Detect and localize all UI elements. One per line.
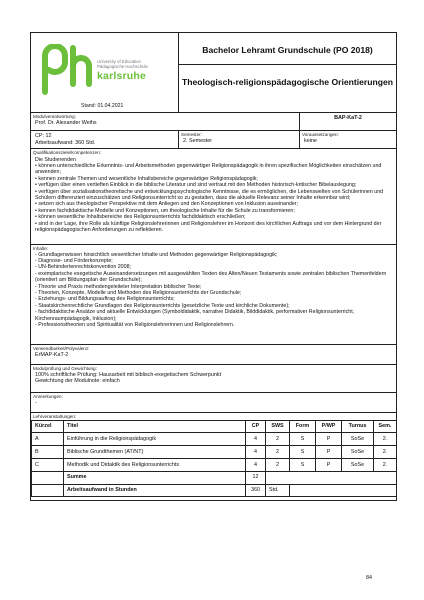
list-item: - exemplarische exegetische Auseinandersetzungen mit ausgewählten Texten des Alten/Neuen Testaments sowie zentralen biblischen Themenfeldern (orientiert am Bildungsplan der Grundschule); (35, 270, 387, 284)
verwendbarkeit-value: ErMAP-KaT-2 (35, 351, 69, 358)
voraussetzungen-value: keine (304, 137, 317, 144)
semester-cell (179, 131, 300, 149)
ph-logo-icon (41, 44, 99, 96)
col-header-turnus: Turnus (342, 420, 374, 433)
logo-cell (31, 33, 179, 113)
cell-cp: 4 (246, 433, 266, 446)
university-name-de: Pädagogische Hochschule (97, 64, 148, 69)
col-header-form: Form (290, 420, 316, 433)
anmerkungen-cell (31, 393, 397, 413)
cell-turnus: SoSe (342, 433, 374, 446)
cell-turnus: SoSe (342, 458, 374, 471)
list-item: • kennen zentrale Themen und wesentliche Inhaltsbereiche gegenwärtiger Religionspädagogik; (35, 175, 258, 182)
modulpruefung-label: Modulprüfung und Gewichtung: (33, 366, 97, 371)
cp-workload: Arbeitsaufwand: 360 Std. (35, 139, 96, 146)
courses-header-row (32, 420, 397, 433)
col-header-sem: Sem. (374, 420, 397, 433)
list-item: • sind in der Lage, ihre Rolle als künftige Religionslehrerinnen und Religionslehrer im Horizont des kirchlichen Auftrags und vor dem Hintergrund der religionspädagogischen Anforderungen zu reflektieren. (35, 220, 382, 234)
list-item: - Theorie und Praxis methodengeleiteter Interpretation biblischer Texte; (35, 283, 202, 290)
workload-unit: Std. (266, 484, 290, 497)
voraussetzungen-label: Voraussetzungen: (302, 132, 339, 137)
inhalte-cell (31, 245, 397, 345)
col-header-kuerzel: Kürzel (32, 420, 64, 433)
col-header-sws: SWS (266, 420, 290, 433)
modulpruefung-line-1: 100% schriftliche Prüfung: Hausarbeit mit biblisch-exegetischem Schwerpunkt (35, 371, 222, 378)
program-title-cell (179, 33, 397, 65)
cp-value: CP: 12 (35, 133, 52, 139)
cell-cp: 4 (246, 446, 266, 459)
cell-pwp: P (316, 433, 342, 446)
module-page (30, 32, 396, 501)
cell-sem: 2. (374, 446, 397, 459)
cell-pwp: P (316, 458, 342, 471)
inhalte-label: Inhalte: (33, 246, 49, 251)
workload-value: 360 (246, 484, 266, 497)
list-item: - Staatskirchenrechtliche Grundlagen des Religionsunterrichts (gesetzliche Texte und kirchliche Dokumente); (35, 302, 290, 309)
voraussetzungen-cell (300, 131, 397, 149)
col-header-titel: Titel (64, 420, 246, 433)
list-item: - fachdidaktische Ansätze und aktuelle Entwicklungen (Symboldidaktik, narrative Didaktik, Bilddidaktik, performativer Religionsunterricht, Kirchenraumpädagogik, Inklusion); (35, 309, 355, 322)
workload-row (32, 484, 397, 497)
cell-pwp: P (316, 446, 342, 459)
list-item: • verfügen über sozialisationstheoretische und entwicklungspsychologische Kenntnisse, die es ermöglichen, die Lebenswelten von Schülerinnen und Schülern differenziert einzuschätzen und Religionsunterricht so zu gestalten, dass die aktuelle Relevanz seiner Inhalte erkennbar wird; (35, 188, 384, 202)
anmerkungen-value: - (35, 399, 37, 406)
list-item: • können unterschiedliche Erkenntnis- und Arbeitsmethoden gegenwärtiger Religionspädagogik in ihren spezifischen Möglichkeiten einschätzen und anwenden; (35, 163, 382, 176)
cell-titel: Methodik und Didaktik des Religionsunterrichts (64, 458, 246, 471)
module-code-cell (300, 113, 397, 131)
cell-sws: 2 (266, 446, 290, 459)
modulpruefung-line-2: Gewichtung der Modulnote: einfach (35, 378, 120, 385)
qualifikationsziele-intro: Die Studierenden (35, 156, 76, 163)
lehrveranstaltungen-label: Lehrveranstaltungen: (33, 414, 77, 419)
table-row (32, 446, 397, 459)
list-item: • können wesentliche Inhaltsbereiche des Religionsunterrichts fachdidaktisch erschließen; (35, 214, 246, 221)
cp-cell (31, 131, 179, 149)
list-item: - Grundlagenwissen hinsichtlich wesentlicher Inhalte und Methoden gegenwärtiger Religionspädagogik; (35, 251, 278, 258)
module-title-cell (179, 65, 397, 113)
list-item: - UN-Behindertenrechtskonvention 2008; (35, 264, 131, 271)
page-number: 84 (366, 575, 372, 581)
sum-label: Summe (64, 471, 246, 484)
cell-kuerzel: B (32, 446, 64, 459)
list-item: • verfügen über einen vertieften Einblick in die biblische Literatur und sind vertraut mit den Methoden historisch-kritischer Bibelauslegung; (35, 182, 357, 189)
modulverantwortung-value: Prof. Dr. Alexander Weihs (35, 119, 97, 126)
cell-sem: 2. (374, 458, 397, 471)
cell-titel: Einführung in die Religionspädagogik (64, 433, 246, 446)
qualifikationsziele-list (31, 163, 396, 233)
semester-value: 2. Semester (183, 137, 213, 144)
list-item: - Erziehungs- und Bildungsauftrag des Religionsunterrichts; (35, 296, 175, 303)
cell-kuerzel: C (32, 458, 64, 471)
col-header-cp: CP (246, 420, 266, 433)
table-row (32, 433, 397, 446)
cell-sws: 2 (266, 433, 290, 446)
sum-row (32, 471, 397, 484)
modulpruefung-cell (31, 365, 397, 393)
stand-date: Stand: 01.04.2021 (81, 103, 124, 109)
courses-table (31, 420, 397, 498)
cell-form: S (290, 458, 316, 471)
qualifikationsziele-label: Qualifikationsziele/Kompetenzen: (33, 150, 101, 155)
university-name-en: University of Education (97, 59, 141, 64)
cell-sws: 2 (266, 458, 290, 471)
table-row (32, 458, 397, 471)
cell-form: S (290, 446, 316, 459)
cell-kuerzel: A (32, 433, 64, 446)
inhalte-list (31, 252, 396, 329)
verwendbarkeit-cell (31, 345, 397, 365)
module-code: BAP-KaT-2 (334, 115, 362, 121)
module-title: Theologisch-religionspädagogische Orientierungen (181, 77, 394, 87)
cell-cp: 4 (246, 458, 266, 471)
cell-turnus: SoSe (342, 446, 374, 459)
list-item: - Diagnose- und Förderkonzepte; (35, 258, 113, 264)
list-item: • kennen fachdidaktische Modelle und Konzeptionen, um theologische Inhalte für die Schule zu transformieren; (35, 207, 295, 214)
col-header-pwp: P/WP (316, 420, 342, 433)
list-item: - Theorien, Konzepte, Modelle und Methoden des Religionsunterrichts der Grundschule; (35, 290, 242, 297)
semester-label: Semester: (181, 132, 202, 137)
modulverantwortung-label: Modulverantwortung: (33, 114, 76, 119)
module-table (30, 32, 397, 501)
cell-sem: 2. (374, 433, 397, 446)
verwendbarkeit-label: Verwendbarkeit/Polyvalenz: (33, 346, 90, 351)
sum-cp: 12 (246, 471, 266, 484)
list-item: - Professionstheorien und Spiritualität von Religionslehrerinnen und Religionslehrern. (35, 322, 235, 329)
cell-form: S (290, 433, 316, 446)
anmerkungen-label: Anmerkungen: (33, 394, 63, 399)
university-city: karlsruhe (97, 70, 147, 82)
program-title: Bachelor Lehramt Grundschule (PO 2018) (202, 45, 373, 55)
modulverantwortung-cell (31, 113, 300, 131)
lehrveranstaltungen-cell (31, 413, 397, 501)
cell-titel: Biblische Grundthemen (AT/NT) (64, 446, 246, 459)
workload-label: Arbeitsaufwand in Stunden (64, 484, 246, 497)
list-item: • setzen sich aus theologischer Perspektive mit dem Anliegen und den Konzeptionen von Inklusion auseinander; (35, 201, 299, 208)
qualifikationsziele-cell (31, 149, 397, 245)
